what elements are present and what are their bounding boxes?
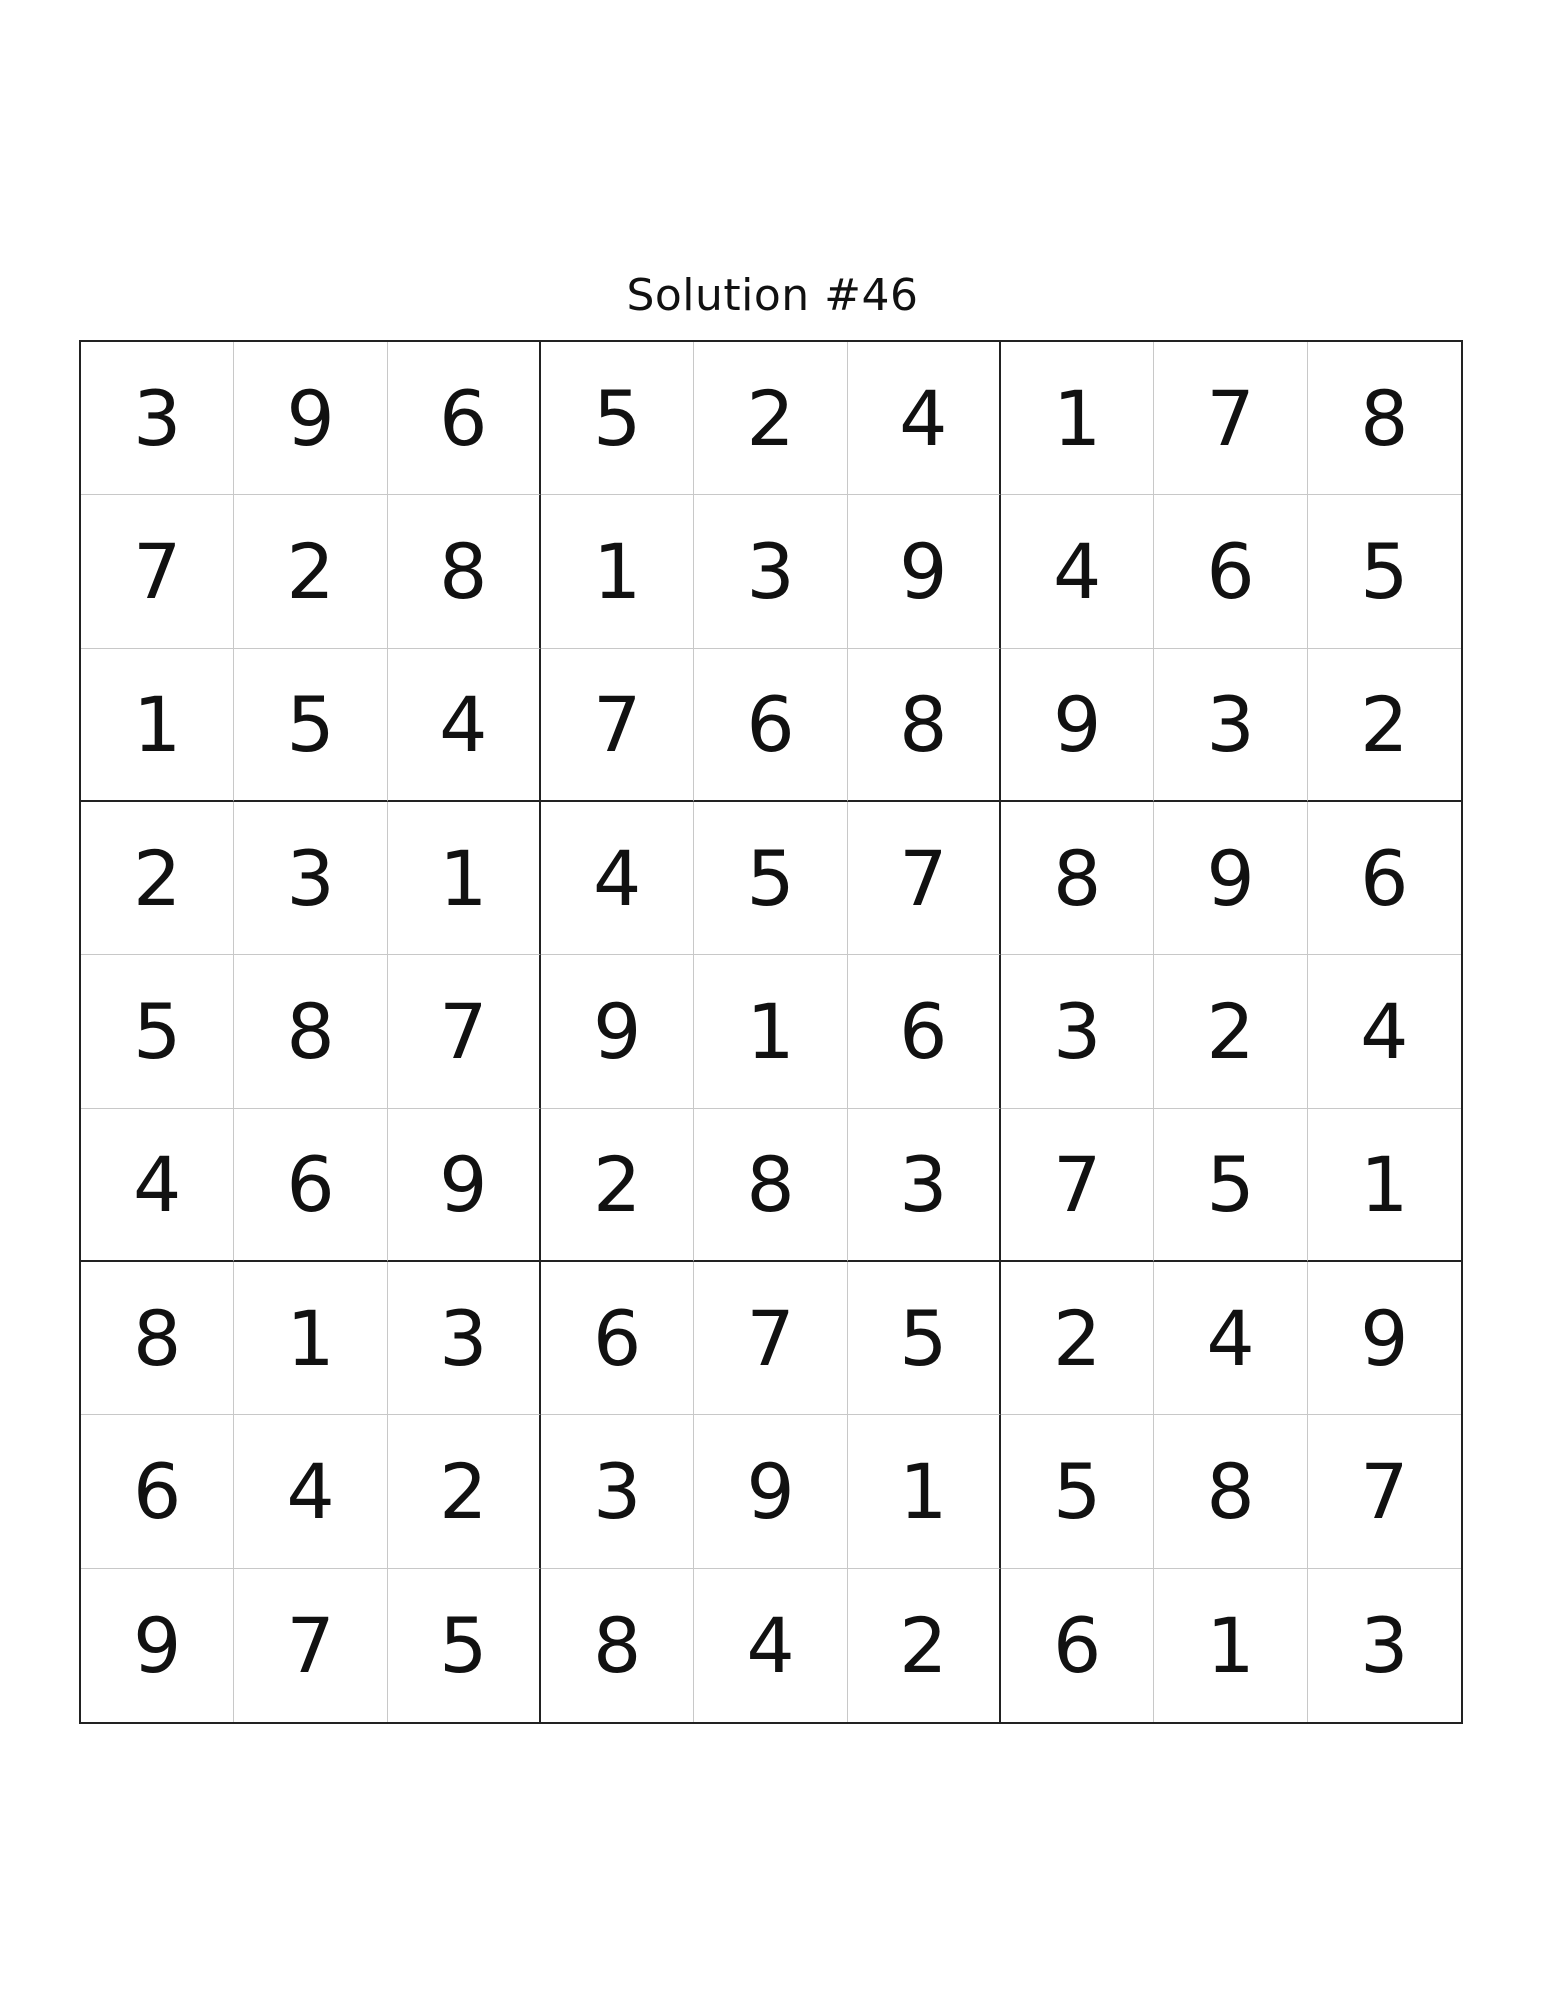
grid-cell: 9 [848,495,1001,648]
grid-cell: 1 [388,802,541,955]
grid-cell: 9 [1154,802,1307,955]
grid-cell: 8 [848,649,1001,802]
grid-cell: 7 [234,1569,387,1722]
grid-cell: 7 [1154,342,1307,495]
grid-cell: 6 [1001,1569,1154,1722]
grid-cell: 3 [234,802,387,955]
grid-cell: 9 [541,955,694,1108]
grid-cell: 8 [1154,1415,1307,1568]
grid-cell: 6 [541,1262,694,1415]
grid-cell: 2 [848,1569,1001,1722]
grid-cell: 6 [694,649,847,802]
grid-cell: 7 [541,649,694,802]
grid-cell: 9 [388,1109,541,1262]
grid-cell: 8 [388,495,541,648]
grid-cell: 5 [848,1262,1001,1415]
grid-cell: 2 [1154,955,1307,1108]
grid-cell: 7 [1308,1415,1461,1568]
grid-cell: 8 [234,955,387,1108]
grid-cell: 2 [1001,1262,1154,1415]
grid-cell: 3 [694,495,847,648]
grid-cell: 6 [1308,802,1461,955]
grid-cell: 2 [81,802,234,955]
grid-cell: 1 [81,649,234,802]
grid-cell: 5 [388,1569,541,1722]
grid-cell: 5 [1154,1109,1307,1262]
puzzle-title: Solution #46 [626,270,919,321]
grid-cell: 7 [694,1262,847,1415]
grid-cell: 2 [541,1109,694,1262]
grid-cell: 7 [848,802,1001,955]
grid-cell: 7 [81,495,234,648]
grid-cell: 4 [81,1109,234,1262]
grid-cell: 5 [1001,1415,1154,1568]
grid-cell: 3 [1360,1600,1409,1690]
grid-cell: 2 [694,342,847,495]
grid-cell: 3 [541,1415,694,1568]
grid-cell: 1 [234,1262,387,1415]
grid-cell: 5 [81,955,234,1108]
grid-cell: 5 [694,802,847,955]
grid-cell: 7 [388,955,541,1108]
grid-cell: 8 [1001,802,1154,955]
grid-cell: 5 [541,342,694,495]
grid-cell: 2 [388,1415,541,1568]
grid-cell: 6 [388,342,541,495]
grid-cell: 4 [1001,495,1154,648]
grid-cell: 9 [234,342,387,495]
grid-cell: 1 [694,955,847,1108]
grid-cell: 5 [1308,495,1461,648]
grid-cell: 5 [234,649,387,802]
grid-cell: 1 [541,495,694,648]
grid-cell: 3 [81,342,234,495]
grid-cell: 1 [1154,1569,1307,1722]
grid-cell: 7 [1001,1109,1154,1262]
grid-cell: 8 [541,1569,694,1722]
grid-cell: 4 [541,802,694,955]
grid-cell: 4 [848,342,1001,495]
grid-cell: 9 [1308,1262,1461,1415]
grid-cell: 4 [1308,955,1461,1108]
sudoku-grid [79,340,1463,1724]
grid-cell: 3 [848,1109,1001,1262]
grid-cell: 3 [388,1262,541,1415]
grid-cell: 8 [1308,342,1461,495]
grid-cell: 4 [694,1569,847,1722]
grid-cell: 8 [81,1262,234,1415]
grid-cell: 1 [1001,342,1154,495]
grid-cell: 6 [81,1415,234,1568]
grid-cell: 6 [848,955,1001,1108]
grid-cell: 1 [848,1415,1001,1568]
grid-cell: 6 [234,1109,387,1262]
grid-cell: 1 [1308,1109,1461,1262]
grid-cell: 9 [81,1569,234,1722]
grid-cell: 4 [388,649,541,802]
grid-cell: 9 [1001,649,1154,802]
grid-cell: 6 [1154,495,1307,648]
grid-cell: 3 [1154,649,1307,802]
grid-cell: 4 [234,1415,387,1568]
grid-cell: 8 [694,1109,847,1262]
grid-cell: 3 [1001,955,1154,1108]
grid-cell: 2 [1308,649,1461,802]
grid-cell: 2 [234,495,387,648]
grid-cell: 4 [1154,1262,1307,1415]
grid-cell: 9 [694,1415,847,1568]
